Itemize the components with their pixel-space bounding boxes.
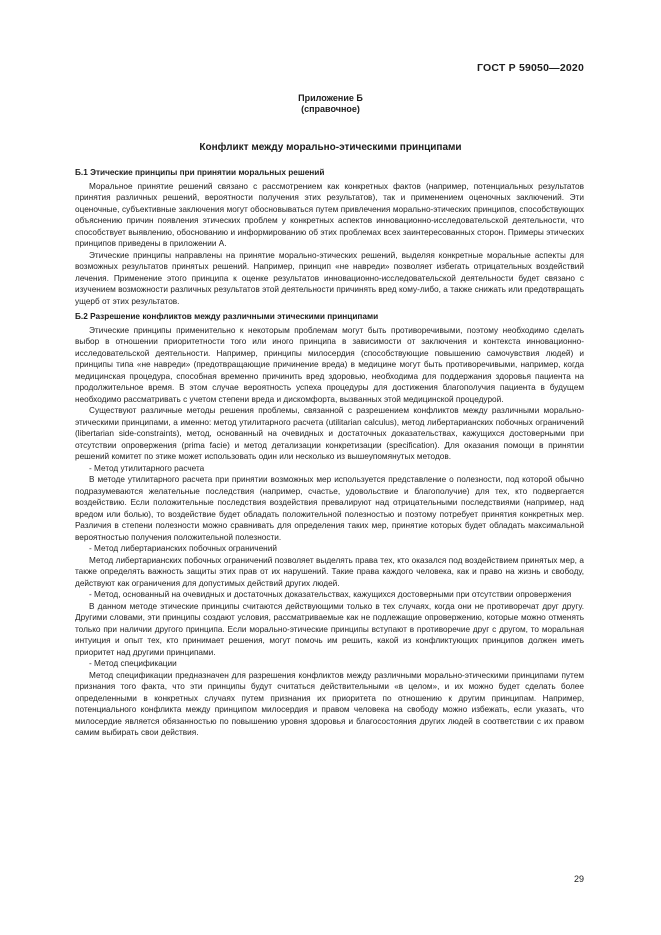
method-list-item: - Метод спецификации [89, 659, 177, 668]
page-number: 29 [573, 874, 584, 884]
paragraph: Этические принципы направлены на принятие морально-этических решений, выделяя конкретные моральные аспекты для возможных результатов принятых решений. Например, принцип «не навреди» позволяет избегать отрицательных воздействий лечения. Применение этого принципа к оценке результатов инновационно-исследовательской деятельности будет связано с изучением возможности различных результатов этой деятельности причинять вред кому-либо, а также снижать или предотвращать ущерб от этих результатов. [75, 250, 584, 306]
appendix-type: (справочное) [301, 104, 360, 114]
appendix-label: Приложение Б [298, 93, 363, 103]
appendix-heading [0, 93, 661, 115]
section-heading-b1: Б.1 Этические принципы при принятии моральных решений [75, 168, 325, 177]
paragraph: Метод спецификации предназначен для разрешения конфликтов между различными морально-этическими принципами путем признания того факта, что эти принципы будут считаться действительными «в целом», и их можно будет сделать более определенными в конкретных случаях путем признания их приоритета по отношению к другим принципам. Например, потенциального конфликта между принципом милосердия и правом человека на свободу можно избежать, если указать, что милосердие является обязанностью по повышению уровня здоровья и благосостояния других людей в соответствии с их правом самим выбирать свои действия. [75, 670, 584, 737]
paragraph: В данном методе этические принципы считаются действующими только в тех случаях, когда они не противоречат друг другу. Другими словами, эти принципы создают условия, рассматриваемые как не подлежащие опровержению, которые можно отменять только при наличии другого принципа. Если морально-этические принципы вступают в противоречие друг с другом, то моральная интуиция и опыт тех, кто принимает решения, могут помочь им решить, какой из конфликтующих принципов должен иметь приоритет над другими принципами. [75, 601, 584, 657]
appendix-title: Конфликт между морально-этическими принципами [199, 142, 462, 153]
method-list-item: - Метод либертарианских побочных ограничений [89, 544, 277, 553]
paragraph: В методе утилитарного расчета при принятии возможных мер используется представление о полезности, под которой обычно подразумеваются желательные последствия (например, счастье, удовольствие и благополучие) для тех, кто подвергается воздействию. Если положительные последствия воздействия превалируют над отрицательными последствиями (например, над вредом или болью), то воздействие будет обладать положительной полезностью и поэтому потребует принятия конкретных мер. Различия в степени полезности можно сравнивать для определения таких мер, принятие которых будет обладать максимальной вероятностью получения положительной полезности. [75, 475, 584, 542]
paragraph: Моральное принятие решений связано с рассмотрением как конкретных фактов (например, потенциальных результатов принятия различных решений, вероятности получения этих результатов), так и применением оценочных заключений. Эти оценочные, субъективные заключения могут обосновываться путем привлечения морально-этических принципов, способствующих объяснению причин появления этических проблем у конкретных аспектов инновационно-исследовательской деятельности, что способствует выявлению, обоснованию и информированию об этих проблемах всех заинтересованных сторон. Примеры этических принципов приведены в приложении А. [75, 181, 584, 248]
standard-code: ГОСТ Р 59050—2020 [476, 62, 584, 74]
method-list-item: - Метод утилитарного расчета [89, 463, 205, 473]
section-heading-b2: Б.2 Разрешение конфликтов между различными этическими принципами [75, 312, 379, 321]
document-body [75, 167, 584, 739]
paragraph: Существуют различные методы решения проблемы, связанной с разрешением конфликтов между различными морально-этическими принципами, а именно: метод утилитарного расчета (utilitarian calculus), метод либертарианских побочных ограничений (libertarian side-constraints), метод, основанный на очевидных и достаточных доказательствах, кажущихся достоверными при отсутствии опровержения (prima facie) и метод детализации конкретизации (specification). Для оказания помощи в принятии решений комитет по этике может использовать один или несколько из вышеупомянутых методов. [75, 406, 584, 461]
paragraph: Метод либертарианских побочных ограничений позволяет выделять права тех, кто оказался под воздействием принятых мер, а также определять важность защиты этих прав от их нарушений. Такие права каждого человека, как и право на жизнь и свободу, действуют как ограничения для допустимых действий других людей. [75, 555, 584, 588]
paragraph: Этические принципы применительно к некоторым проблемам могут быть противоречивыми, поэтому необходимо сделать выбор в отношении приоритетности того или иного принципа в зависимости от заключения и контекста инновационно-исследовательской деятельности. Например, принципы милосердия (способствующие повышению самочувствия людей) и принципы типа «не навреди» (предотвращающие причинение вреда) в медицине могут быть противоречивыми, например, когда медицинская процедура, способная временно причинить вред здоровью, необходима для поддержания здоровья пациента на продолжительное время. В этом случае вероятность успеха процедуры для достижения благополучия пациента в будущем необходимо рассматривать с учетом степени вреда и дискомфорта, вызванных этой медицинской процедурой. [75, 325, 584, 404]
method-list-item: - Метод, основанный на очевидных и достаточных доказательствах, кажущихся достоверными при отсутствии опровержения [89, 590, 572, 599]
